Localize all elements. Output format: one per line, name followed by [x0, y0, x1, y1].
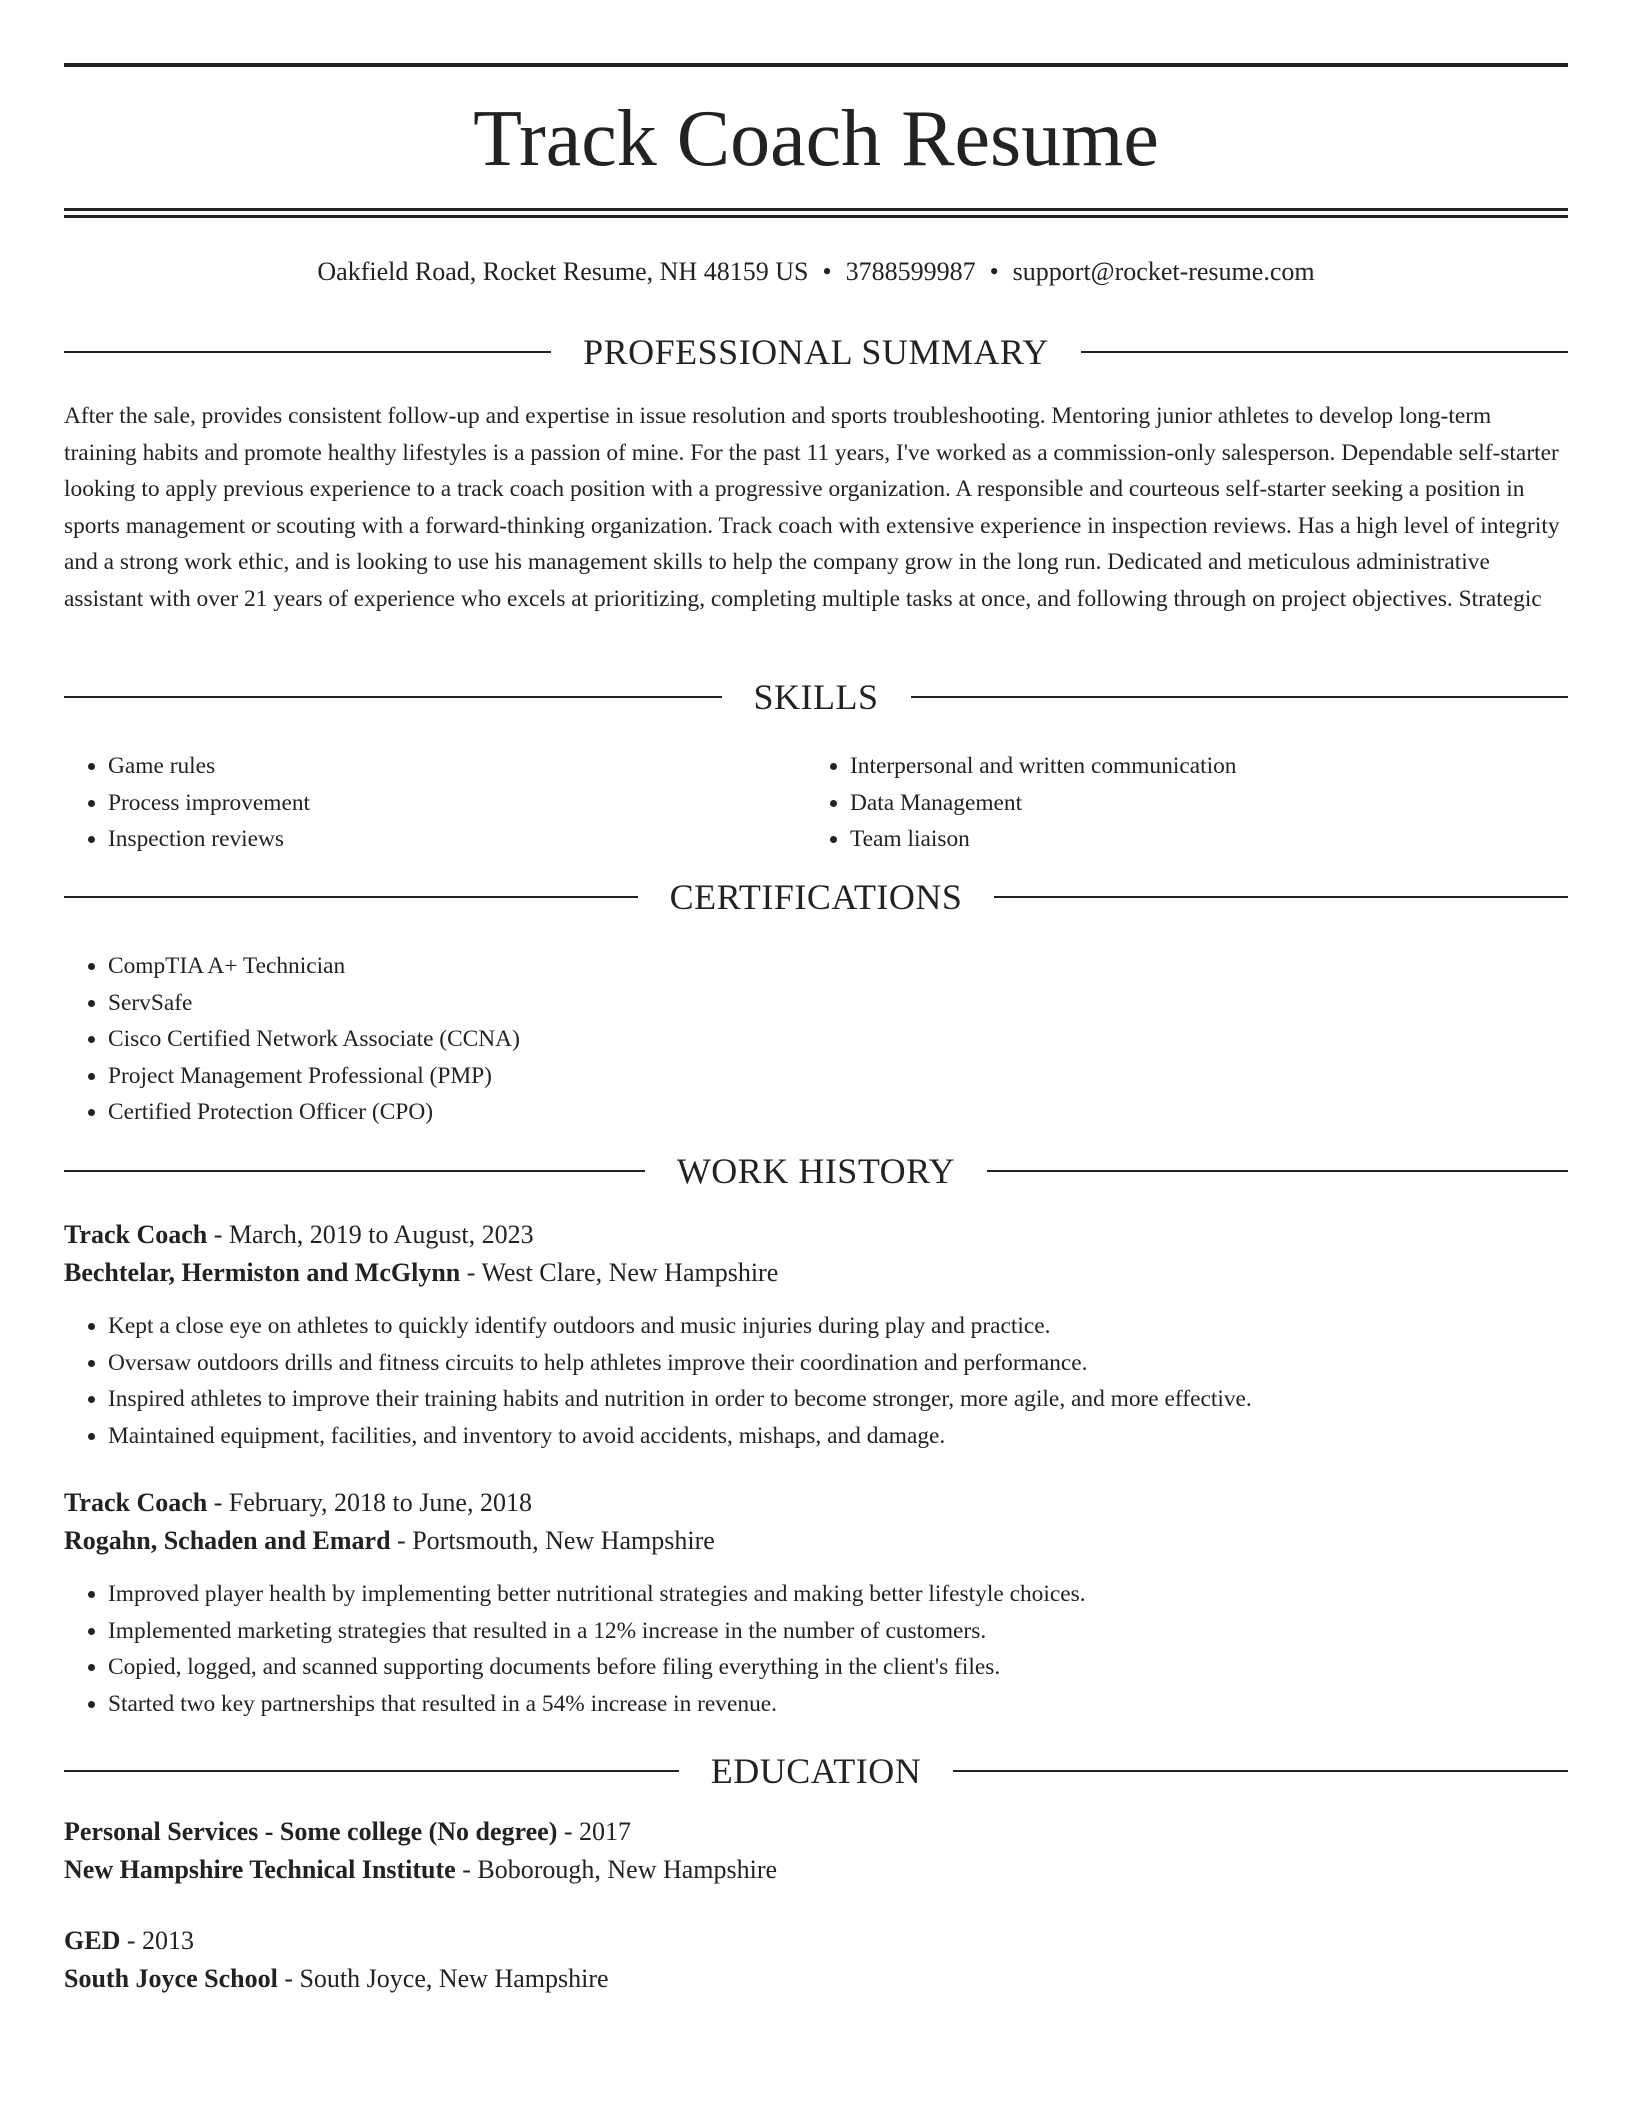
resume-title: Track Coach Resume	[473, 95, 1159, 183]
education-entry	[64, 1813, 1568, 1889]
certifications-list	[64, 948, 1568, 1131]
job-dates: - February, 2018 to June, 2018	[207, 1488, 532, 1517]
education-school: South Joyce School	[64, 1964, 278, 1993]
job-location: - West Clare, New Hampshire	[460, 1258, 779, 1287]
job-dates: - March, 2019 to August, 2023	[207, 1220, 534, 1249]
top-rule	[64, 63, 1568, 67]
section-heading-skills	[64, 675, 1568, 719]
job-bullets	[64, 1576, 1568, 1722]
heading-rule	[953, 1770, 1568, 1772]
skills-list	[64, 748, 1568, 858]
section-title: CERTIFICATIONS	[669, 877, 963, 917]
job-company: Rogahn, Schaden and Emard	[64, 1526, 391, 1555]
section-heading-certifications	[64, 875, 1568, 919]
job-entry	[64, 1484, 1568, 1722]
heading-rule	[64, 896, 638, 898]
contact-address: Oakfield Road, Rocket Resume, NH 48159 US	[317, 257, 809, 286]
certification-item: • ServSafe	[108, 985, 1568, 1022]
education-school: New Hampshire Technical Institute	[64, 1855, 456, 1884]
title-double-rule	[64, 208, 1568, 218]
skill-item: • Inspection reviews	[108, 821, 806, 858]
contact-separator: •	[822, 257, 832, 286]
skill-item: • Interpersonal and written communication	[850, 748, 1548, 785]
skill-item: • Process improvement	[108, 785, 806, 822]
summary-text: After the sale, provides consistent follow-up and expertise in issue resolution and sports troubleshooting. Mentoring junior athletes to develop long-term training habits and promote healthy lifestyles is a passion of mine. For the past 11 years, I've worked as a commission-only salesperson. Dependable self-starter looking to apply previous experience to a track coach position with a progressive organization. A responsible and courteous self-starter seeking a position in sports management or scouting with a forward-thinking organization. Track coach with extensive experience in inspection reviews. Has a high level of integrity and a strong work ethic, and is looking to use his management skills to help the company grow in the long run. Dedicated and meticulous administrative assistant with over 21 years of experience who excels at prioritizing, completing multiple tasks at once, and following through on project objectives. Strategic	[64, 403, 1560, 612]
heading-rule	[64, 1170, 645, 1172]
job-bullet: • Kept a close eye on athletes to quickly identify outdoors and music injuries during play and practice.	[108, 1308, 1568, 1345]
education-location: - South Joyce, New Hampshire	[277, 1964, 609, 1993]
education-location: - Boborough, New Hampshire	[455, 1855, 778, 1884]
education-school-line	[64, 1960, 1568, 1998]
skills-column-left	[64, 748, 806, 858]
education-year: - 2013	[120, 1926, 195, 1955]
skills-column-right	[806, 748, 1548, 858]
heading-rule	[64, 696, 722, 698]
education-school-line	[64, 1851, 1568, 1889]
job-title-line	[64, 1484, 1568, 1522]
heading-rule	[987, 1170, 1568, 1172]
certification-item: • Certified Protection Officer (CPO)	[108, 1094, 1568, 1131]
education-degree: GED	[64, 1926, 121, 1955]
job-entry	[64, 1216, 1568, 1454]
heading-rule	[994, 896, 1568, 898]
education-year: - 2017	[557, 1817, 632, 1846]
job-company: Bechtelar, Hermiston and McGlynn	[64, 1258, 461, 1287]
education-degree-line	[64, 1813, 1568, 1851]
skill-item: • Team liaison	[850, 821, 1548, 858]
heading-rule	[1081, 351, 1568, 353]
skill-item: • Data Management	[850, 785, 1548, 822]
section-heading-work-history	[64, 1149, 1568, 1193]
job-bullet: • Improved player health by implementing better nutritional strategies and making better lifestyle choices.	[108, 1576, 1568, 1613]
certification-item: • CompTIA A+ Technician	[108, 948, 1568, 985]
job-title: Track Coach	[64, 1220, 208, 1249]
contact-email: support@rocket-resume.com	[1012, 257, 1315, 286]
section-title: PROFESSIONAL SUMMARY	[583, 332, 1049, 372]
job-location: - Portsmouth, New Hampshire	[390, 1526, 715, 1555]
job-company-line	[64, 1254, 1568, 1292]
certification-item: • Project Management Professional (PMP)	[108, 1058, 1568, 1095]
job-bullet: • Implemented marketing strategies that resulted in a 12% increase in the number of customers.	[108, 1613, 1568, 1650]
contact-phone: 3788599987	[845, 257, 976, 286]
contact-line	[64, 254, 1568, 290]
job-bullets	[64, 1308, 1568, 1454]
job-bullet: • Oversaw outdoors drills and fitness circuits to help athletes improve their coordination and performance.	[108, 1345, 1568, 1382]
job-title-line	[64, 1216, 1568, 1254]
skill-item: • Game rules	[108, 748, 806, 785]
contact-separator: •	[989, 257, 999, 286]
job-bullet: • Maintained equipment, facilities, and inventory to avoid accidents, mishaps, and damage.	[108, 1418, 1568, 1455]
job-title: Track Coach	[64, 1488, 208, 1517]
education-degree: Personal Services - Some college (No degree)	[64, 1817, 558, 1846]
education-entry	[64, 1922, 1568, 1998]
education-degree-line	[64, 1922, 1568, 1960]
section-heading-summary	[64, 330, 1568, 374]
heading-rule	[911, 696, 1569, 698]
job-bullet: • Inspired athletes to improve their training habits and nutrition in order to become stronger, more agile, and more effective.	[108, 1381, 1568, 1418]
job-bullet: • Copied, logged, and scanned supporting documents before filing everything in the client's files.	[108, 1649, 1568, 1686]
section-heading-education	[64, 1749, 1568, 1793]
certification-item: • Cisco Certified Network Associate (CCNA)	[108, 1021, 1568, 1058]
job-bullet: • Started two key partnerships that resulted in a 54% increase in revenue.	[108, 1686, 1568, 1723]
job-company-line	[64, 1522, 1568, 1560]
heading-rule	[64, 351, 551, 353]
section-title: EDUCATION	[710, 1751, 922, 1791]
section-title: SKILLS	[753, 677, 879, 717]
section-title: WORK HISTORY	[676, 1151, 956, 1191]
heading-rule	[64, 1770, 679, 1772]
